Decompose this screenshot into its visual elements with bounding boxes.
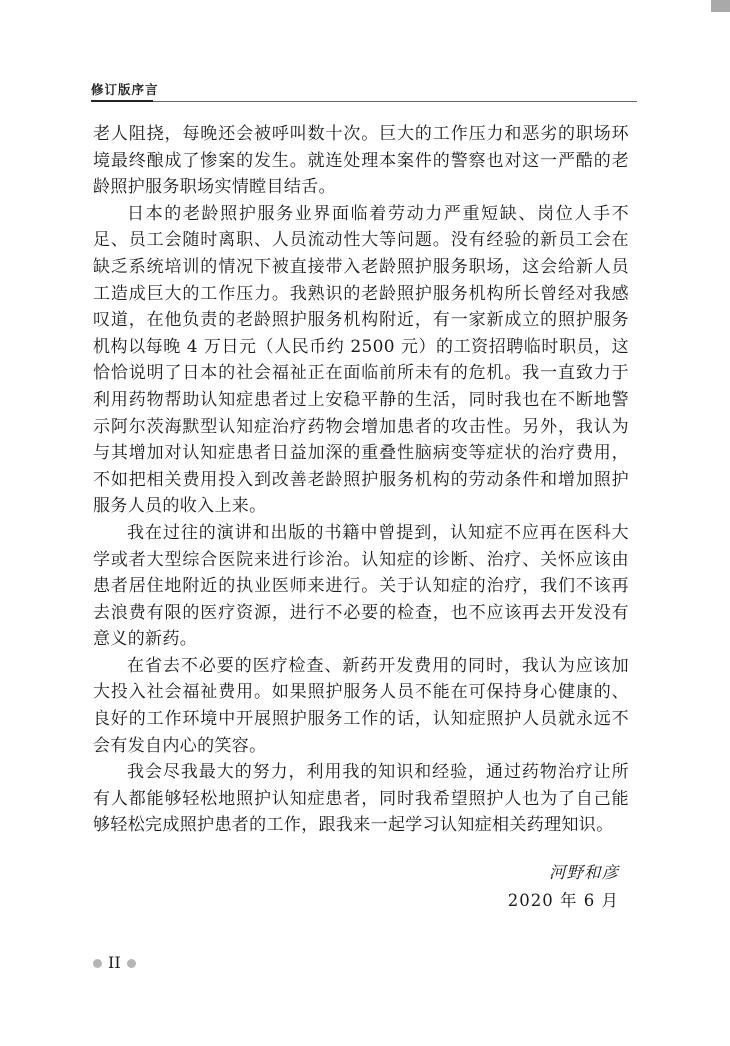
header-rule-accent <box>91 100 153 102</box>
page-footer <box>93 955 136 971</box>
signature-date: 2020 年 6 月 <box>507 891 619 910</box>
corner-tab-mark <box>711 0 730 12</box>
footer-dot-right-icon <box>127 959 136 968</box>
paragraph-1: 老人阻挠，每晚还会被呼叫数十次。巨大的工作压力和恶劣的职场环境最终酿成了惨案的发生。就连处理本案件的警察也对这一严酷的老龄照护服务职场实情瞠目结舌。 <box>93 124 629 198</box>
author-signature: 河野和彦 <box>549 863 619 882</box>
paragraph-3: 我在过往的演讲和出版的书籍中曾提到，认知症不应再在医科大学或者大型综合医院来进行诊治。认知症的诊断、治疗、关怀应该由患者居住地附近的执业医师来进行。关于认知症的治疗，我们不该再去浪费有限的医疗资源，进行不必要的检查，也不应该再去开发没有意义的新药。 <box>93 522 629 650</box>
paragraph-4: 在省去不必要的医疗检查、新药开发费用的同时，我认为应该加大投入社会福祉费用。如果照护服务人员不能在可保持身心健康的、良好的工作环境中开展照护服务工作的话，认知症照护人员就永远不会有发自内心的笑容。 <box>93 655 629 756</box>
paragraph-2: 日本的老龄照护服务业界面临着劳动力严重短缺、岗位人手不足、员工会随时离职、人员流动性大等问题。没有经验的新员工会在缺乏系统培训的情况下被直接带入老龄照护服务职场，这会给新人员工造成巨大的工作压力。我熟识的老龄照护服务机构所长曾经对我感叹道，在他负责的老龄照护服务机构附近，有一家新成立的照护服务机构以每晚 4 万日元（人民币约 2500 元）的工资招聘临时职员，这恰恰说明了日本的社会福祉正在面临前所未有的危机。我一直致力于利用药物帮助认知症患者过上安稳平静的生活，同时我也在不断地警示阿尔茨海默型认知症治疗药物会增加患者的攻击性。另外，我认为与其增加对认知症患者日益加深的重叠性脑病变等症状的治疗费用，不如把相关费用投入到改善老龄照护服务机构的劳动条件和增加照护服务人员的收入上来。 <box>93 203 629 517</box>
page-number: II <box>108 953 121 972</box>
body-text <box>93 121 629 839</box>
footer-dot-left-icon <box>93 959 102 968</box>
running-head-title: 修订版序言 <box>91 82 159 97</box>
paragraph-5: 我会尽我最大的努力，利用我的知识和经验，通过药物治疗让所有人都能够轻松地照护认知症患者，同时我希望照护人也为了自己能够轻松完成照护患者的工作，跟我来一起学习认知症相关药理知识。 <box>93 762 629 836</box>
header-rule <box>91 101 637 102</box>
